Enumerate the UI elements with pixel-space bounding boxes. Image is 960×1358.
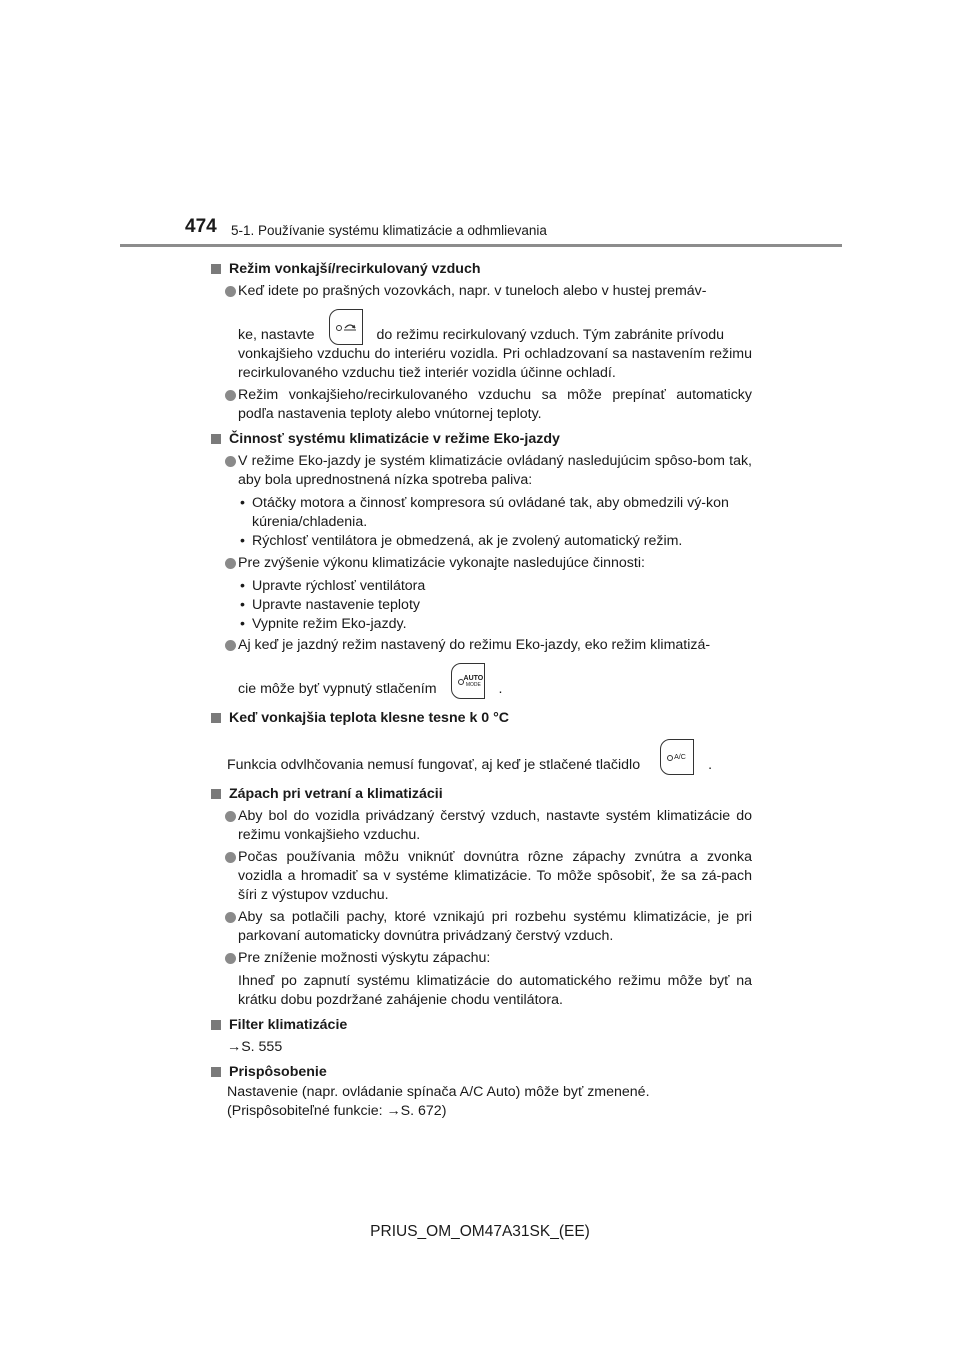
bullet-eco-disable [210, 636, 752, 699]
sub-item: • Upravte rýchlosť ventilátora [210, 577, 752, 596]
chapter-title: 5-1. Používanie systému klimatizácie a odhmlievania [231, 223, 547, 238]
sub-item: • Upravte nastavenie teploty [210, 596, 752, 615]
sub-item: • Vypnite režim Eko-jazdy. [210, 615, 752, 634]
bullet-odors: Počas používania môžu vniknúť dovnútra rôzne zápachy zvnútra a zvonka vozidla a hromadiť sa v systéme klimatizácie. To môže spôsobiť, že sa zá-pach šíri z výstupov vzduchu. [210, 848, 752, 905]
bullet-text: . [498, 681, 503, 697]
sub-item: • Rýchlosť ventilátora je obmedzená, ak je zvolený automatický režim. [210, 532, 752, 551]
indicator-led-icon [667, 755, 673, 761]
recirculation-icon [343, 322, 357, 332]
section-title-cold: Keď vonkajšia teplota klesne tesne k 0 °C [210, 709, 752, 728]
auto-sub-label: MODE [465, 682, 481, 688]
bullet-text: Aj keď je jazdný režim nastavený do režimu Eko-jazdy, eko režim klimatizá- [238, 637, 711, 653]
paragraph-text: Funkcia odvlhčovania nemusí fungovať, aj keď je stlačené tlačidlo [227, 757, 641, 773]
filter-page-ref: →S. 555 [227, 1039, 283, 1055]
auto-mode-button [451, 663, 485, 699]
section-title-odor: Zápach pri vetraní a klimatizácii [210, 785, 752, 804]
paragraph-customize: Nastavenie (napr. ovládanie spínača A/C Auto) môže byť zmenené. [227, 1084, 650, 1100]
recirculation-button [329, 309, 363, 345]
bullet-text: cie môže byť vypnutý stlačením [238, 681, 437, 697]
bullet-fresh-air: Aby bol do vozidla privádzaný čerstvý vzduch, nastavte systém klimatizácie do režimu vonkajšieho vzduchu. [210, 807, 752, 845]
bullet-auto-switch: Režim vonkajšieho/recirkulovaného vzduchu sa môže prepínať automaticky podľa nastavenia teploty alebo vnútornej teploty. [210, 386, 752, 424]
bullet-increase-power: Pre zvýšenie výkonu klimatizácie vykonajte nasledujúce činnosti: [210, 554, 752, 573]
inline-line [238, 301, 752, 345]
bullet-text: do režimu recirkulovaný vzduch. Tým zabránite prívodu [376, 327, 724, 343]
bullet-parking: Aby sa potlačili pachy, ktoré vznikajú pri rozbehu systému klimatizácie, je pri parkovaní automaticky dovnútra privádzaný čerstvý vzduch. [210, 908, 752, 946]
bullet-dusty-roads [210, 282, 752, 383]
section-title-customize: Prispôsobenie [210, 1063, 752, 1082]
section-title-filter: Filter klimatizácie [210, 1016, 752, 1035]
auto-label: AUTO [463, 675, 484, 682]
indicator-led-icon [336, 325, 342, 331]
document-code: PRIUS_OM_OM47A31SK_(EE) [370, 1223, 590, 1240]
auto-mode-label [464, 676, 484, 688]
header-rule [120, 244, 842, 247]
bullet-text: vonkajšieho vzduchu do interiéru vozidla. Pri ochladzovaní sa nastavením režimu recirkulovaného vzduchu tiež interiér vozidla účinne ochladí. [238, 346, 752, 381]
paragraph-customize-ref: (Prispôsobiteľné funkcie: →S. 672) [227, 1103, 447, 1119]
page-number: 474 [185, 216, 217, 237]
bullet-eco-control: V režime Eko-jazdy je systém klimatizácie ovládaný nasledujúcim spôso-bom tak, aby bola uprednostnená nízka spotreba paliva: [210, 452, 752, 490]
ac-label: A/C [674, 754, 686, 761]
bullet-text: ke, nastavte [238, 327, 315, 343]
section-title-air-mode: Režim vonkajší/recirkulovaný vzduch [210, 260, 752, 279]
inline-line [227, 731, 752, 775]
paragraph-text: . [708, 757, 713, 773]
bullet-text: Keď idete po prašných vozovkách, napr. v tuneloch alebo v hustej premáv- [238, 283, 707, 299]
bullet-reduce-odor: Pre zníženie možnosti výskytu zápachu: [210, 949, 752, 968]
sub-item: • Otáčky motora a činnosť kompresora sú ovládané tak, aby obmedzili vý-kon kúrenia/chladenia. [210, 494, 752, 532]
paragraph-fan-delay: Ihneď po zapnutí systému klimatizácie do automatického režimu môže byť na krátku dobu pozdržané zahájenie chodu ventilátora. [238, 973, 752, 1008]
paragraph-dehumidify [210, 731, 752, 775]
ac-button [660, 739, 694, 775]
inline-line [238, 655, 752, 699]
section-title-eco: Činnosť systému klimatizácie v režime Eko-jazdy [210, 430, 752, 449]
page-content [210, 254, 752, 1121]
